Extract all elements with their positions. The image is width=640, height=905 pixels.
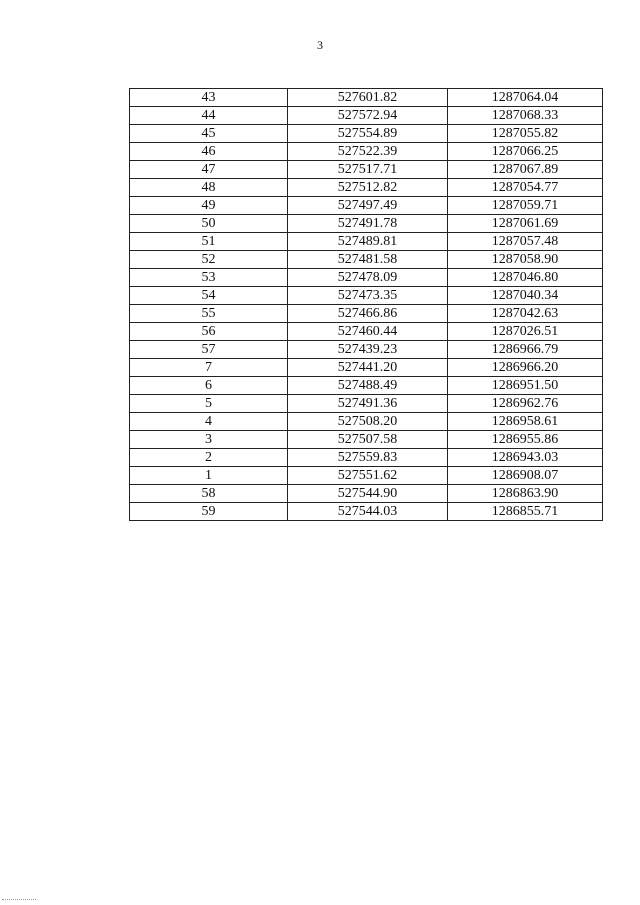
table-row [130,431,603,449]
x-coordinate-cell: 527572.94 [288,107,448,125]
point-number-cell: 44 [130,107,288,125]
table-row [130,323,603,341]
point-number-cell: 58 [130,485,288,503]
table-row [130,107,603,125]
y-coordinate-cell: 1287040.34 [448,287,603,305]
table-row [130,449,603,467]
point-number-cell: 4 [130,413,288,431]
x-coordinate-cell: 527460.44 [288,323,448,341]
table-row [130,377,603,395]
y-coordinate-cell: 1287054.77 [448,179,603,197]
y-coordinate-cell: 1286943.03 [448,449,603,467]
y-coordinate-cell: 1286863.90 [448,485,603,503]
x-coordinate-cell: 527466.86 [288,305,448,323]
point-number-cell: 56 [130,323,288,341]
point-number-cell: 51 [130,233,288,251]
x-coordinate-cell: 527544.90 [288,485,448,503]
y-coordinate-cell: 1286908.07 [448,467,603,485]
x-coordinate-cell: 527497.49 [288,197,448,215]
y-coordinate-cell: 1286966.20 [448,359,603,377]
point-number-cell: 2 [130,449,288,467]
x-coordinate-cell: 527488.49 [288,377,448,395]
point-number-cell: 6 [130,377,288,395]
y-coordinate-cell: 1287066.25 [448,143,603,161]
table-row [130,89,603,107]
x-coordinate-cell: 527441.20 [288,359,448,377]
scan-edge-mark [2,899,36,903]
y-coordinate-cell: 1287058.90 [448,251,603,269]
point-number-cell: 49 [130,197,288,215]
x-coordinate-cell: 527554.89 [288,125,448,143]
point-number-cell: 47 [130,161,288,179]
point-number-cell: 53 [130,269,288,287]
y-coordinate-cell: 1287055.82 [448,125,603,143]
table-row [130,179,603,197]
y-coordinate-cell: 1287042.63 [448,305,603,323]
table-row [130,359,603,377]
y-coordinate-cell: 1287059.71 [448,197,603,215]
table-row [130,161,603,179]
point-number-cell: 5 [130,395,288,413]
x-coordinate-cell: 527601.82 [288,89,448,107]
table-row [130,341,603,359]
y-coordinate-cell: 1286855.71 [448,503,603,521]
table-row [130,305,603,323]
x-coordinate-cell: 527507.58 [288,431,448,449]
x-coordinate-cell: 527517.71 [288,161,448,179]
point-number-cell: 45 [130,125,288,143]
x-coordinate-cell: 527512.82 [288,179,448,197]
point-number-cell: 1 [130,467,288,485]
y-coordinate-cell: 1286958.61 [448,413,603,431]
table-row [130,251,603,269]
y-coordinate-cell: 1287046.80 [448,269,603,287]
x-coordinate-cell: 527508.20 [288,413,448,431]
point-number-cell: 59 [130,503,288,521]
y-coordinate-cell: 1287068.33 [448,107,603,125]
x-coordinate-cell: 527491.78 [288,215,448,233]
table-row [130,125,603,143]
table-row [130,215,603,233]
y-coordinate-cell: 1286951.50 [448,377,603,395]
y-coordinate-cell: 1286955.86 [448,431,603,449]
point-number-cell: 57 [130,341,288,359]
table-row [130,269,603,287]
x-coordinate-cell: 527473.35 [288,287,448,305]
x-coordinate-cell: 527439.23 [288,341,448,359]
x-coordinate-cell: 527481.58 [288,251,448,269]
table-row [130,395,603,413]
x-coordinate-cell: 527544.03 [288,503,448,521]
table-row [130,467,603,485]
point-number-cell: 54 [130,287,288,305]
y-coordinate-cell: 1286962.76 [448,395,603,413]
page-number: 3 [317,38,323,52]
x-coordinate-cell: 527551.62 [288,467,448,485]
y-coordinate-cell: 1287067.89 [448,161,603,179]
table-row [130,233,603,251]
table-row [130,503,603,521]
table-row [130,413,603,431]
x-coordinate-cell: 527559.83 [288,449,448,467]
point-number-cell: 55 [130,305,288,323]
x-coordinate-cell: 527489.81 [288,233,448,251]
table-row [130,485,603,503]
y-coordinate-cell: 1286966.79 [448,341,603,359]
table-row [130,197,603,215]
y-coordinate-cell: 1287064.04 [448,89,603,107]
y-coordinate-cell: 1287057.48 [448,233,603,251]
point-number-cell: 43 [130,89,288,107]
x-coordinate-cell: 527491.36 [288,395,448,413]
y-coordinate-cell: 1287026.51 [448,323,603,341]
table-row [130,143,603,161]
coordinates-table-body [130,89,603,521]
coordinates-table [129,88,603,521]
point-number-cell: 3 [130,431,288,449]
point-number-cell: 48 [130,179,288,197]
point-number-cell: 52 [130,251,288,269]
point-number-cell: 50 [130,215,288,233]
x-coordinate-cell: 527478.09 [288,269,448,287]
point-number-cell: 46 [130,143,288,161]
point-number-cell: 7 [130,359,288,377]
table-row [130,287,603,305]
x-coordinate-cell: 527522.39 [288,143,448,161]
y-coordinate-cell: 1287061.69 [448,215,603,233]
